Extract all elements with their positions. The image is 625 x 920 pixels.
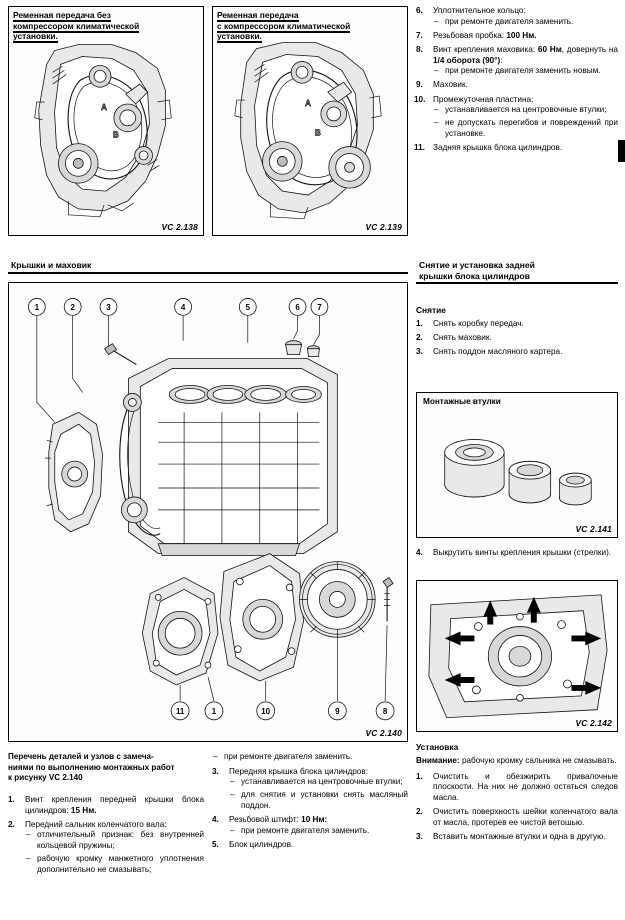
bl-item-2 bbox=[8, 820, 204, 876]
bolt-part-3 bbox=[105, 344, 137, 365]
parts-list-left bbox=[8, 795, 204, 879]
figure-138-title bbox=[9, 7, 203, 42]
list-item-9 bbox=[416, 80, 618, 91]
figure-138-label: VC 2.138 bbox=[161, 222, 198, 232]
br-item-4-text: Резьбовой штифт: bbox=[229, 815, 302, 825]
parts-list-right bbox=[212, 752, 408, 854]
svg-text:3: 3 bbox=[106, 302, 111, 312]
removal-item-4-number: 4. bbox=[416, 548, 423, 557]
figure-142-label: VC 2.142 bbox=[575, 718, 612, 728]
figure-138-title-line2: компрессором климатической bbox=[13, 20, 140, 31]
item-8-angle: 1/4 оборота (90°) bbox=[433, 55, 501, 65]
installation-item-3-text: Вставить монтажные втулки и одна в другую. bbox=[433, 831, 606, 841]
figure-141-title: Монтажные втулки bbox=[423, 397, 501, 406]
mounting-sleeves-illustration bbox=[417, 393, 617, 538]
section-header-rear-cover-l2: крышки блока цилиндров bbox=[419, 270, 530, 281]
removal-item-4-text: Выкрутить винты крепления крышки (стрелки). bbox=[433, 548, 612, 557]
parts-list-title-l1: Перечень деталей и узлов с замеча- bbox=[8, 752, 154, 761]
item-8-text: Винт крепления маховика: bbox=[433, 44, 536, 54]
bl-item-1-torque: 15 Нм. bbox=[70, 805, 97, 815]
figure-vc-2-141 bbox=[416, 392, 618, 538]
installation-item-1 bbox=[416, 772, 618, 804]
svg-text:6: 6 bbox=[295, 302, 300, 312]
front-cover-part bbox=[45, 412, 103, 531]
br-item-4 bbox=[212, 815, 408, 836]
br-item-5-number: 5. bbox=[212, 840, 219, 850]
removal-section bbox=[416, 305, 618, 361]
item-7-torque: 100 Нм. bbox=[506, 30, 537, 40]
list-item-7 bbox=[416, 31, 618, 42]
item-7-text: Резьбовая пробка: bbox=[433, 30, 507, 40]
installation-item-1-text: Очистить и обезжирить привалочные плоскости. На них не должно остаться следов масла. bbox=[433, 771, 618, 802]
item-10-sub-b: – не допускать перегибов и повреждений при установке. bbox=[433, 118, 618, 139]
parts-list-title-l2: ниями по выполнению монтажных работ bbox=[8, 762, 175, 772]
installation-item-2-number: 2. bbox=[416, 807, 423, 817]
installation-warning bbox=[416, 756, 618, 767]
figure-139-title-line1: Ременная передача bbox=[217, 10, 299, 20]
section-header-rear-cover-l1: Снятие и установка задней bbox=[419, 260, 535, 270]
br-item-3 bbox=[212, 767, 408, 812]
parts-list-title bbox=[8, 752, 204, 784]
section-header-covers-flywheel: Крышки и маховик bbox=[8, 258, 408, 274]
removal-item-2-text: Снять маховик. bbox=[433, 333, 492, 343]
figure-141-label: VC 2.141 bbox=[575, 524, 612, 534]
callout-row-bottom bbox=[171, 702, 394, 720]
removal-title: Снятие bbox=[416, 305, 446, 315]
bl-item-1 bbox=[8, 795, 204, 816]
svg-text:11: 11 bbox=[175, 706, 185, 716]
removal-item-3-text: Снять поддон масляного картера. bbox=[433, 347, 563, 357]
removal-item-4 bbox=[416, 548, 618, 559]
item-11-number: 11. bbox=[414, 143, 425, 153]
figure-139-title-line2: с компрессором климатической bbox=[217, 20, 351, 31]
bl-item-2-sub-b: – рабочую кромку манжетного уплотнения дополнительно не смазывать; bbox=[25, 854, 204, 875]
figure-139-title-line3: установки. bbox=[217, 31, 262, 41]
removal-item-4-block bbox=[416, 548, 618, 562]
svg-text:8: 8 bbox=[382, 706, 388, 716]
installation-item-2 bbox=[416, 807, 618, 828]
section-header-rear-cover bbox=[416, 258, 618, 284]
svg-text:1: 1 bbox=[34, 302, 40, 312]
item-11-text: Задняя крышка блока цилиндров. bbox=[433, 143, 563, 153]
item-10-text: Промежуточная пластина: bbox=[433, 94, 534, 104]
br-item-3-text: Передняя крышка блока цилиндров: bbox=[229, 766, 368, 776]
bl-item-1-number: 1. bbox=[8, 795, 15, 804]
flywheel-part bbox=[300, 562, 376, 638]
figure-140-label: VC 2.140 bbox=[365, 728, 402, 738]
list-item-10 bbox=[416, 95, 618, 140]
item-9-number: 9. bbox=[416, 80, 423, 90]
svg-text:4: 4 bbox=[180, 302, 186, 312]
figure-139-title bbox=[213, 7, 407, 42]
item-8-sub: – при ремонте двигателя заменить новым. bbox=[433, 66, 618, 77]
installation-item-3 bbox=[416, 832, 618, 843]
right-column-top-list bbox=[416, 6, 618, 157]
removal-item-2-number: 2. bbox=[416, 333, 423, 343]
svg-text:A: A bbox=[305, 98, 311, 108]
figure-vc-2-138 bbox=[8, 6, 204, 236]
list-item-6 bbox=[416, 6, 618, 27]
br-item-4-number: 4. bbox=[212, 815, 219, 825]
bl-item-2-number: 2. bbox=[8, 819, 15, 829]
item-9-text: Маховик. bbox=[433, 80, 468, 90]
installation-item-1-number: 1. bbox=[416, 771, 423, 781]
figure-138-title-line1: Ременная передача без bbox=[13, 10, 111, 20]
br-item-5 bbox=[212, 840, 408, 851]
removal-item-1-number: 1. bbox=[416, 319, 423, 328]
br-item-3-sub-a: – устанавливается на центровочные втулки; bbox=[229, 777, 408, 788]
list-item-11 bbox=[416, 143, 618, 154]
br-lead-dash: – при ремонте двигателя заменить. bbox=[212, 752, 408, 763]
removal-item-1-text: Снять коробку передач. bbox=[433, 319, 524, 328]
figure-vc-2-142 bbox=[416, 580, 618, 732]
installation-item-3-number: 3. bbox=[416, 831, 423, 841]
removal-item-2 bbox=[416, 333, 618, 344]
intermediate-plate-part bbox=[220, 554, 304, 681]
list-item-8 bbox=[416, 45, 618, 77]
removal-item-1 bbox=[416, 319, 618, 330]
cylinder-block-exploded-illustration bbox=[9, 283, 407, 741]
br-item-4-sub: – при ремонте двигателя заменить. bbox=[229, 826, 408, 837]
removal-item-3-number: 3. bbox=[416, 347, 423, 357]
item-6-text: Уплотнительное кольцо: bbox=[433, 6, 526, 15]
installation-title: Установка bbox=[416, 742, 459, 752]
removal-item-3 bbox=[416, 347, 618, 358]
item-10-sub-a: – устанавливается на центровочные втулки; bbox=[433, 105, 618, 116]
svg-text:1: 1 bbox=[211, 706, 217, 716]
br-item-5-text: Блок цилиндров. bbox=[229, 840, 294, 850]
item-6-number: 6. bbox=[416, 6, 423, 15]
svg-text:5: 5 bbox=[245, 302, 251, 312]
item-8-text2: , довернуть на bbox=[561, 44, 618, 54]
br-item-3-number: 3. bbox=[212, 766, 219, 776]
cylinder-block bbox=[128, 359, 337, 556]
installation-warning-text: рабочую кромку сальника не смазывать. bbox=[461, 756, 617, 765]
item-8-number: 8. bbox=[416, 44, 423, 54]
parts-list-title-l3: к рисунку VC 2.140 bbox=[8, 773, 83, 783]
item-10-number: 10. bbox=[414, 94, 426, 104]
svg-text:A: A bbox=[101, 102, 107, 112]
parts-list-continued bbox=[416, 6, 618, 154]
flywheel-bolt-part bbox=[383, 578, 393, 622]
figure-vc-2-139 bbox=[212, 6, 408, 236]
figure-vc-2-140 bbox=[8, 282, 408, 742]
br-item-3-sub-b: – для снятия и установки снять масляный поддон. bbox=[229, 790, 408, 811]
item-8-torque: 60 Нм bbox=[537, 44, 562, 54]
installation-section bbox=[416, 742, 618, 846]
figure-138-title-line3: установки. bbox=[13, 31, 58, 41]
svg-text:7: 7 bbox=[317, 302, 322, 312]
installation-warning-label: Внимание: bbox=[416, 756, 460, 765]
svg-text:B: B bbox=[113, 130, 119, 140]
item-8-end: : bbox=[500, 55, 503, 65]
item-6-sub: – при ремонте двигателя заменить. bbox=[433, 17, 618, 28]
svg-text:9: 9 bbox=[335, 706, 340, 716]
bl-item-1-text: Винт крепления передней крышки блока цилиндров: bbox=[25, 795, 204, 815]
figure-139-label: VC 2.139 bbox=[365, 222, 402, 232]
callout-row-top bbox=[28, 298, 327, 315]
br-item-4-torque: 10 Нм: bbox=[301, 815, 328, 825]
rear-cover-bolts-illustration bbox=[417, 581, 617, 731]
svg-text:10: 10 bbox=[261, 706, 271, 716]
bl-item-2-sub-a: – отличительный признак: без внутренней кольцевой пружины; bbox=[25, 830, 204, 851]
item-7-number: 7. bbox=[416, 30, 423, 40]
svg-text:B: B bbox=[315, 128, 321, 138]
rear-cover-part bbox=[142, 578, 218, 685]
installation-item-2-text: Очистить поверхность шейки коленчатого вала от масла, протерев ее чистой ветошью. bbox=[433, 807, 618, 827]
svg-text:2: 2 bbox=[70, 302, 75, 312]
bl-item-2-text: Передний сальник коленчатого вала: bbox=[25, 819, 167, 829]
page-edge-tab bbox=[618, 140, 625, 162]
